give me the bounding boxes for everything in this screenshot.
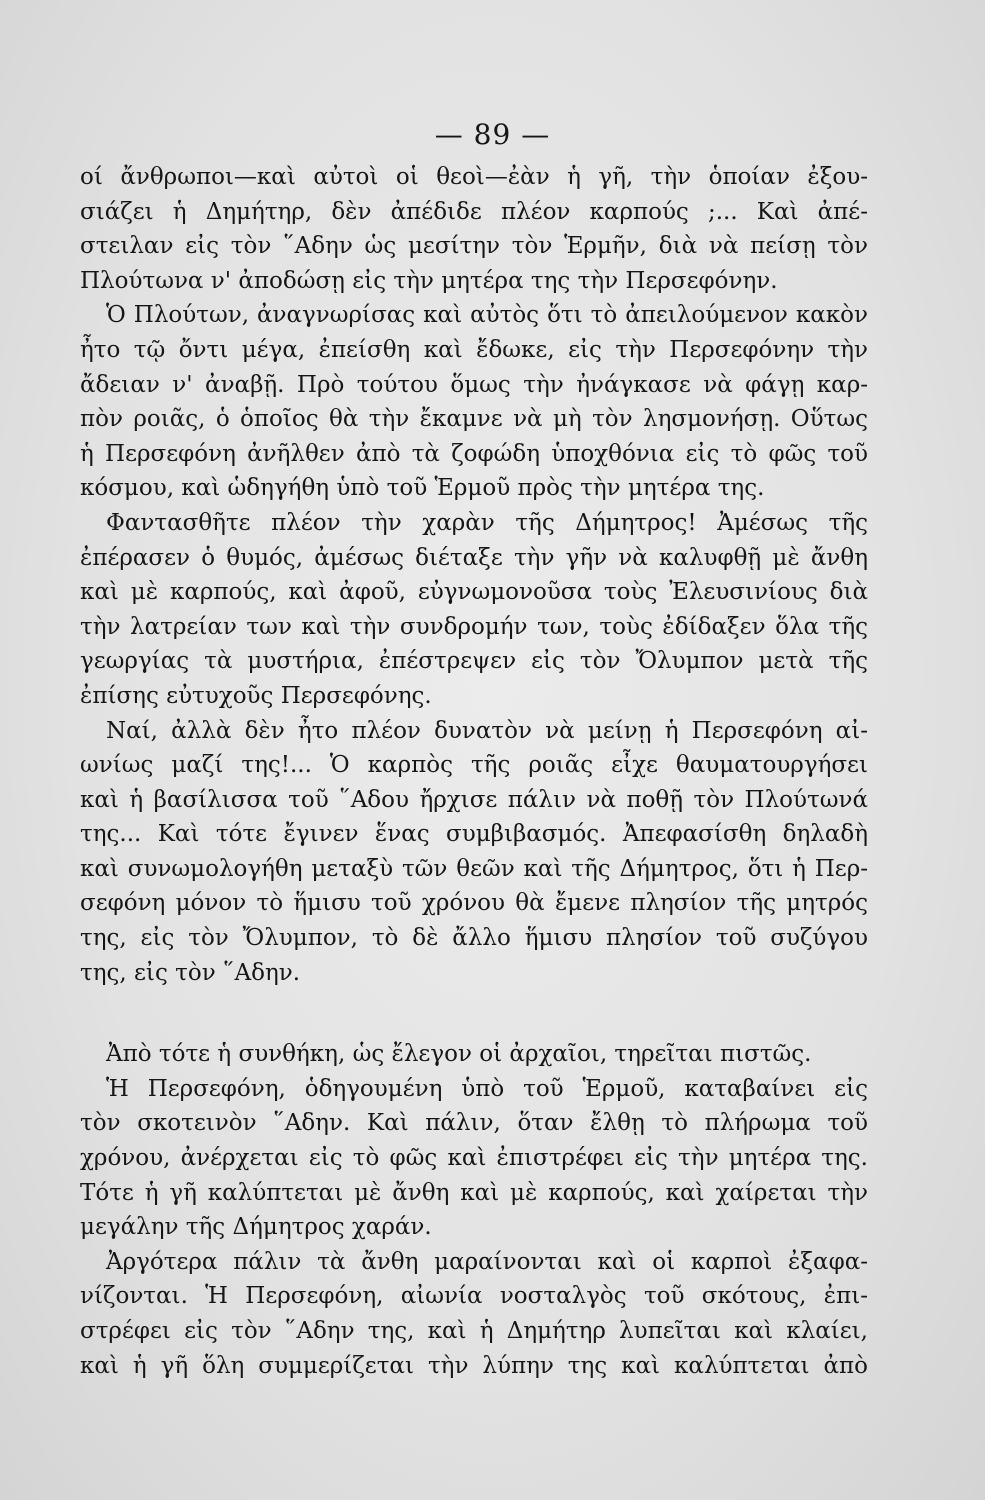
text-line: ἡ Περσεφόνη ἀνῆλθεν ἀπὸ τὰ ζοφώδη ὑποχθόνια εἰς τὸ φῶς τοῦ (80, 440, 868, 467)
paragraph-gap (80, 990, 868, 1037)
text-line: καὶ ἡ βασίλισσα τοῦ ῞Αδου ἤρχισε πάλιν νὰ ποθῇ τὸν Πλούτωνά (80, 786, 868, 813)
text-line: Ἀργότερα πάλιν τὰ ἄνθη μαραίνονται καὶ οἱ καρποὶ ἐξαφα- (106, 1248, 868, 1275)
text-line: γεωργίας τὰ μυστήρια, ἐπέστρεψεν εἰς τὸν Ὄλυμπον μετὰ τῆς (80, 648, 868, 675)
body-text (80, 160, 868, 1383)
text-line: της, εἰς τὸν Ὄλυμπον, τὸ δὲ ἄλλο ἥμισυ πλησίον τοῦ συζύγου (80, 925, 868, 952)
text-line: τὸν σκοτεινὸν ῞Αδην. Καὶ πάλιν, ὅταν ἔλθῃ τὸ πλήρωμα τοῦ (80, 1110, 868, 1137)
text-line: καὶ ἡ γῆ ὅλη συμμερίζεται τὴν λύπην της καὶ καλύπτεται ἀπὸ (80, 1352, 868, 1379)
text-line: καὶ συνωμολογήθη μεταξὺ τῶν θεῶν καὶ τῆς Δήμητρος, ὅτι ἡ Περ- (80, 855, 868, 882)
text-line: Ναί, ἀλλὰ δὲν ἦτο πλέον δυνατὸν νὰ μείνῃ ἡ Περσεφόνη αἰ- (106, 717, 868, 744)
text-line: τὴν λατρείαν των καὶ τὴν συνδρομήν των, τοὺς ἐδίδαξεν ὅλα τῆς (80, 613, 868, 640)
text-line: καὶ μὲ καρπούς, καὶ ἀφοῦ, εὐγνωμονοῦσα τοὺς Ἐλευσινίους διὰ (80, 579, 868, 606)
text-line: οί ἄνθρωποι—καὶ αὐτοὶ οἱ θεοὶ—ἐὰν ἡ γῆ, τὴν ὁποίαν ἐξου- (80, 164, 868, 190)
text-line: στρέφει εἰς τὸν ῞Αδην της, καὶ ἡ Δημήτηρ λυπεῖται καὶ κλαίει, (80, 1318, 868, 1344)
text-line: ἦτο τῷ ὄντι μέγα, ἐπείσθη καὶ ἔδωκε, εἰς τὴν Περσεφόνην τὴν (80, 336, 868, 363)
text-line: σεφόνη μόνον τὸ ἥμισυ τοῦ χρόνου θὰ ἔμενε πλησίον τῆς μητρός (80, 890, 868, 917)
text-line: χρόνου, ἀνέρχεται εἰς τὸ φῶς καὶ ἐπιστρέφει εἰς τὴν μητέρα της. (80, 1145, 868, 1172)
text-line: Πλούτωνα ν' ἀποδώσῃ εἰς τὴν μητέρα της τὴν Περσεφόνην. (80, 267, 778, 294)
text-line: νίζονται. Ἡ Περσεφόνη, αἰωνία νοσταλγὸς τοῦ σκότους, ἐπι- (80, 1283, 868, 1310)
text-line: Ὁ Πλούτων, ἀναγνωρίσας καὶ αὐτὸς ὅτι τὸ ἀπειλούμενον κακὸν (106, 302, 868, 329)
text-line: ἐπίσης εὐτυχοῦς Περσεφόνης. (80, 682, 432, 709)
text-line: Τότε ἡ γῆ καλύπτεται μὲ ἄνθη καὶ μὲ καρπούς, καὶ χαίρεται τὴν (80, 1179, 868, 1206)
text-line: Ἡ Περσεφόνη, ὁδηγουμένη ὑπὸ τοῦ Ἑρμοῦ, καταβαίνει εἰς (106, 1075, 868, 1102)
text-line: της... Καὶ τότε ἔγινεν ἕνας συμβιβασμός. Ἀπεφασίσθη δηλαδὴ (80, 821, 868, 848)
text-line: ἄδειαν ν' ἀναβῇ. Πρὸ τούτου ὅμως τὴν ἠνάγκασε νὰ φάγῃ καρ- (80, 371, 868, 398)
text-line: Φαντασθῆτε πλέον τὴν χαρὰν τῆς Δήμητρος! Ἀμέσως τῆς (106, 509, 868, 536)
text-line: ἐπέρασεν ὁ θυμός, ἀμέσως διέταξε τὴν γῆν νὰ καλυφθῇ μὲ ἄνθη (80, 544, 868, 571)
text-line: κόσμου, καὶ ὡδηγήθη ὑπὸ τοῦ Ἑρμοῦ πρὸς τὴν μητέρα της. (80, 475, 765, 502)
text-line: Ἀπὸ τότε ἡ συνθήκη, ὡς ἔλεγον οἱ ἀρχαῖοι, τηρεῖται πιστῶς. (106, 1041, 812, 1068)
text-line: της, εἰς τὸν ῞Αδην. (80, 959, 301, 986)
text-line: πὸν ροιᾶς, ὁ ὁποῖος θὰ τὴν ἔκαμνε νὰ μὴ τὸν λησμονήσῃ. Οὕτως (80, 406, 868, 433)
text-line: στειλαν εἰς τὸν ῞Αδην ὡς μεσίτην τὸν Ἑρμῆν, διὰ νὰ πείσῃ τὸν (80, 233, 868, 260)
text-line: ωνίως μαζί της!... Ὁ καρπὸς τῆς ροιᾶς εἶχε θαυματουργήσει (80, 752, 868, 779)
text-line: μεγάλην τῆς Δήμητρος χαράν. (80, 1214, 432, 1241)
page-number: — 89 — (434, 118, 551, 151)
text-line: σιάζει ἡ Δημήτηρ, δὲν ἀπέδιδε πλέον καρπούς ;... Καὶ ἀπέ- (80, 198, 868, 225)
